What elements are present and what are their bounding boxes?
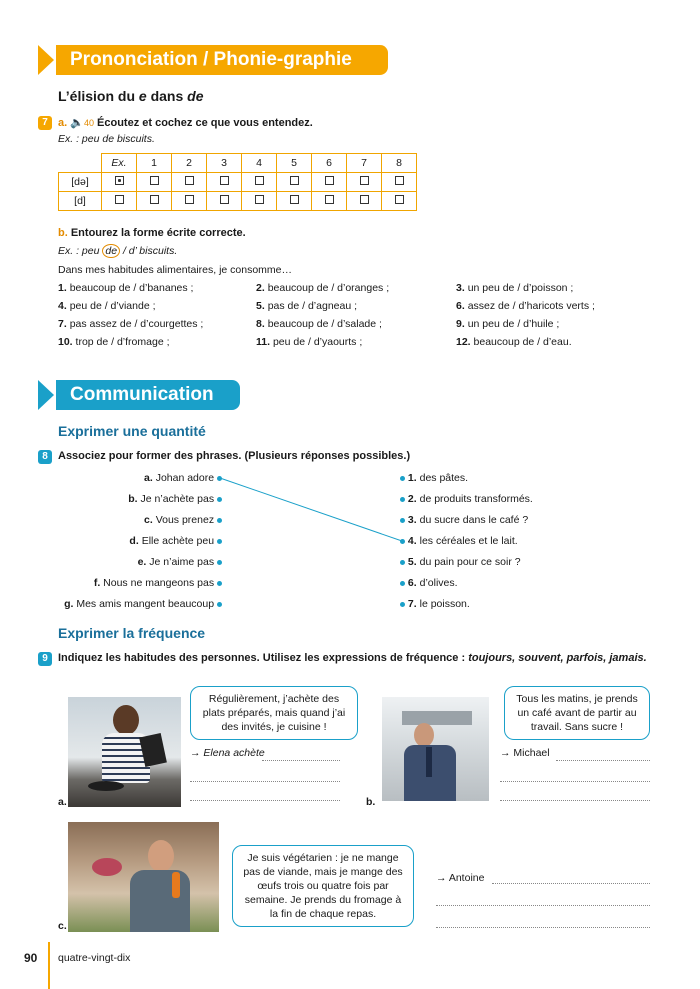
list-item[interactable]: 4. peu de / d’viande ; [58,300,156,312]
list-item[interactable]: 2. beaucoup de / d’oranges ; [256,282,390,294]
carrot-shape [172,872,180,898]
match-left-item[interactable]: d. Elle achète peu [129,535,222,547]
list-item[interactable]: 3. un peu de / d’poisson ; [456,282,574,294]
list-item[interactable]: 8. beaucoup de / d’salade ; [256,318,382,330]
list-item[interactable]: 5. pas de / d’agneau ; [256,300,358,312]
meat-plate-shape [92,858,122,876]
person-head [414,723,434,747]
list-item[interactable]: 7. pas assez de / d’courgettes ; [58,318,204,330]
page-number: 90 [24,951,38,965]
person-head [113,705,139,735]
circled-answer: de [102,244,120,258]
match-right-item[interactable]: 7. le poisson. [400,598,470,610]
match-right-item[interactable]: 3. du sucre dans le café ? [400,514,528,526]
page-number-words: quatre-vingt-dix [58,952,131,964]
answer-line[interactable] [556,760,650,761]
example-text: Ex. : peu de biscuits. [58,133,155,145]
answer-line[interactable] [436,927,650,928]
photo-michael-coffee [382,697,489,801]
grid-header: 5 [277,154,312,173]
match-left-item[interactable]: b. Je n’achète pas [128,493,222,505]
answer-line[interactable] [500,800,650,801]
list-item[interactable]: 6. assez de / d’haricots verts ; [456,300,595,312]
match-right-item[interactable]: 6. d’olives. [400,577,458,589]
photo-elena-cooking [68,697,181,807]
match-right-item[interactable]: 5. du pain pour ce soir ? [400,556,521,568]
match-right-item[interactable]: 2. de produits transformés. [400,493,533,505]
match-left-item[interactable]: c. Vous prenez [144,514,222,526]
speech-bubble: Régulièrement, j’achète des plats préparés, mais quand j’ai des invités, je cuisine ! [190,686,358,740]
footer-divider [48,942,50,989]
audio-icon[interactable]: 🔈 [70,117,84,129]
intro-text: Dans mes habitudes alimentaires, je consomme… [58,264,293,276]
match-left-item[interactable]: a. Johan adore [144,472,222,484]
list-item[interactable]: 12. beaucoup de / d’eau. [456,336,572,348]
answer-prompt: → Michael [500,747,550,759]
answer-line[interactable] [190,781,340,782]
person-head [148,840,174,872]
grid-header: Ex. [102,154,137,173]
exercise-7a-instruction: a. 🔈40 Écoutez et cochez ce que vous entendez. [58,117,313,129]
list-item[interactable]: 10. trop de / d’fromage ; [58,336,170,348]
example-circle-text: Ex. : peu de / d’ biscuits. [58,245,178,257]
answer-line[interactable] [500,781,650,782]
answer-line[interactable] [262,760,340,761]
exercise-number: 9 [38,652,52,666]
list-item[interactable]: 11. peu de / d’yaourts ; [256,336,363,348]
row-label: [də] [59,173,102,192]
photo-label: b. [366,796,376,808]
row-label: [d] [59,192,102,211]
exercise-9-instruction: Indiquez les habitudes des personnes. Utilisez les expressions de fréquence : toujours, souvent, parfois, jamais. [58,652,647,664]
exercise-number: 8 [38,450,52,464]
answer-line[interactable] [492,883,650,884]
hood-shape [402,711,472,725]
exercise-number: 7 [38,116,52,130]
match-left-item[interactable]: f. Nous ne mangeons pas [94,577,222,589]
section-title: Communication [56,380,240,410]
speech-bubble: Je suis végétarien : je ne mange pas de viande, mais je mange des œufs trois ou quatre fois par semaine. Je prends du fromage à la fin de chaque repas. [232,845,414,927]
list-item[interactable]: 1. beaucoup de / d’bananes ; [58,282,194,294]
photo-label: c. [58,920,67,932]
match-left-item[interactable]: g. Mes amis mangent beaucoup [64,598,222,610]
grid-header: 6 [312,154,347,173]
grid-header: 4 [242,154,277,173]
match-right-item[interactable]: 1. des pâtes. [400,472,468,484]
exercise-8-instruction: Associez pour former des phrases. (Plusieurs réponses possibles.) [58,450,411,462]
speech-bubble: Tous les matins, je prends un café avant de partir au travail. Sans sucre ! [504,686,650,740]
answer-prompt: → Antoine [436,872,485,884]
section-title: Prononciation / Phonie-graphie [56,45,388,75]
grid-header: 8 [382,154,417,173]
photo-antoine-vegetables [68,822,219,932]
pan-shape [88,781,124,791]
match-right-item[interactable]: 4. les céréales et le lait. [400,535,518,547]
exercise-7b-instruction: b. Entourez la forme écrite correcte. [58,227,246,239]
grid-header: 1 [137,154,172,173]
grid-header: 2 [172,154,207,173]
tie-shape [426,747,432,777]
grid-header: 7 [347,154,382,173]
match-left-item[interactable]: e. Je n’aime pas [138,556,222,568]
grid-header: 3 [207,154,242,173]
answer-line[interactable] [436,905,650,906]
answer-prompt: → Elena achète [190,747,265,759]
section-subtitle: Exprimer une quantité [58,423,206,439]
list-item[interactable]: 9. un peu de / d’huile ; [456,318,560,330]
section-subtitle: L’élision du e dans de [58,88,204,104]
photo-label: a. [58,796,67,808]
person-body [130,870,190,932]
answer-line[interactable] [190,800,340,801]
tablet-shape [139,733,167,767]
section-subtitle: Exprimer la fréquence [58,625,206,641]
